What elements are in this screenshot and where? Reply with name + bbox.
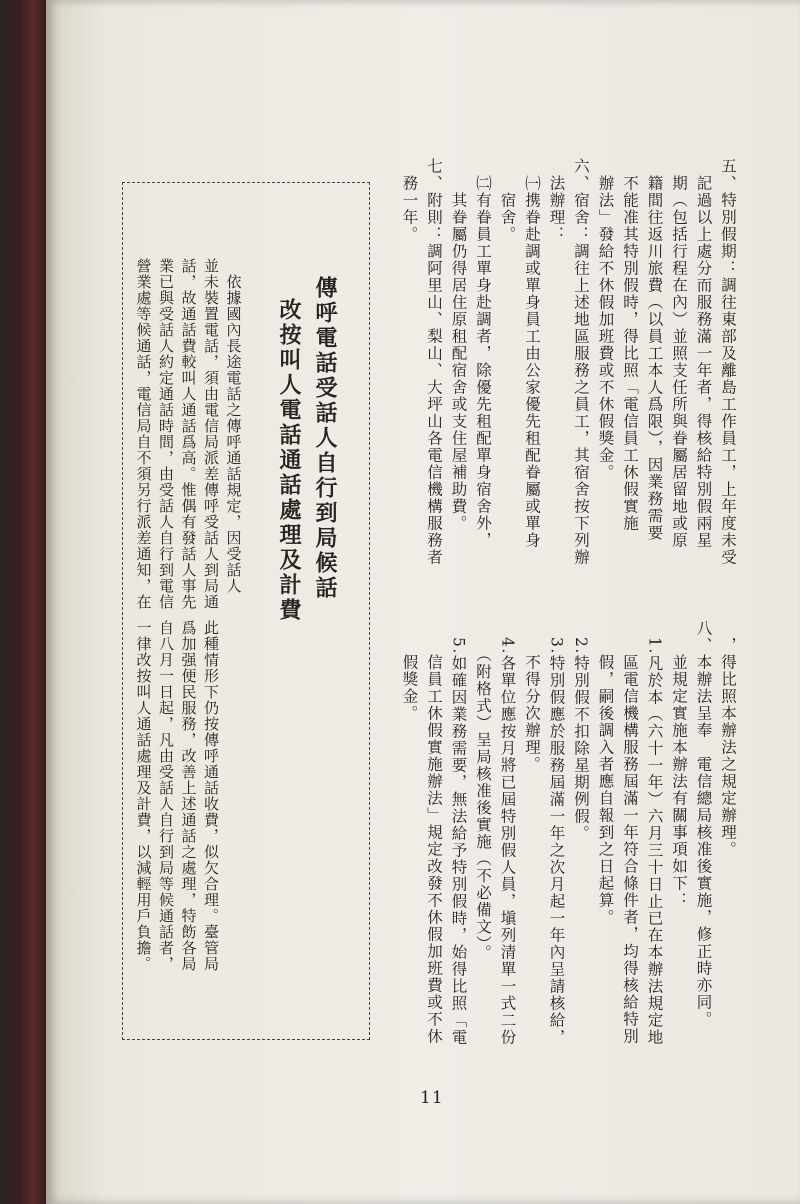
page-number: 11	[420, 1088, 444, 1108]
notice-paragraph-1: 依據國內長途電話之傳呼通話規定，因受話人 並未裝置電話，須由電信局派差傳呼受話人到局通 話，故通話費較叫人通話爲高。惟偶有發話人事先 業已與受話人約定通話時間，由受話人自行到電信 營業處等候通話，電信局自不須另行派差通知，在	[134, 258, 243, 610]
notice-title-line1: 傳呼電話受話人自行到局候話	[312, 276, 338, 601]
regulation-text-upper: 五、特別假期：調往東部及離島工作員工，上年度未受 記過以上處分而服務滿一年者，得核給特別假兩星 期（包括行程在內）並照支任所與眷屬居留地或原 籍間往返川旅費（以員工本人爲限），因業務需要 不能准其特別假時，得比照「電信員工休假實施 辦法」發給不休假加班費或不休假獎金。 六、宿舍：調往上述地區服務之員工，其宿舍按下列辦 法辦理： ㈠携眷赴調或單身員工由公家優先租配眷屬或單身 宿舍。 ㈡有眷員工單身赴調者，除優先租配單身宿舍外， 其眷屬仍得居住原租配宿舍或支住屋補助費。 七、附則：調阿里山、梨山、大坪山各電信機構服務者 務一年。	[400, 158, 737, 566]
regulation-text-lower: ，得比照本辦法之規定辦理。 八、本辦法呈奉 電信總局核准後實施，修正時亦同。 並規定實施本辦法有關事項如下： 1.凡於本（六十一年）六月三十日止已在本辦法規定地 區電信機構服務屆滿一年符合條件者，均得核給特別 假，嗣後調入者應自報到之日起算。 2.特別假不扣除星期例假。 3.特別假應於服務屆滿一年之次月起一年內呈請核給， 不得分次辦理。 4.各單位應按月將已屆特別假人員，塡列清單一式二份 （附格式）呈局核准後實施（不必備文）。 5.如確因業務需要，無法給予特別假時，始得比照「電 信員工休假實施辦法」規定改發不休假加班費或不休 假獎金。	[400, 620, 737, 1046]
notice-title-line2: 改按叫人電話通話處理及計費	[276, 298, 302, 623]
notice-paragraph-2: 此種情形下仍按傳呼通話收費，似欠合理。臺管局 爲加强便民服務，改善上述通話之處理，特飭各局 自八月一日起，凡由受話人自行到局等候通話者， 一律改按叫人通話處理及計費，以減輕用戶負擔。	[134, 620, 220, 972]
book-binding	[0, 0, 48, 1204]
